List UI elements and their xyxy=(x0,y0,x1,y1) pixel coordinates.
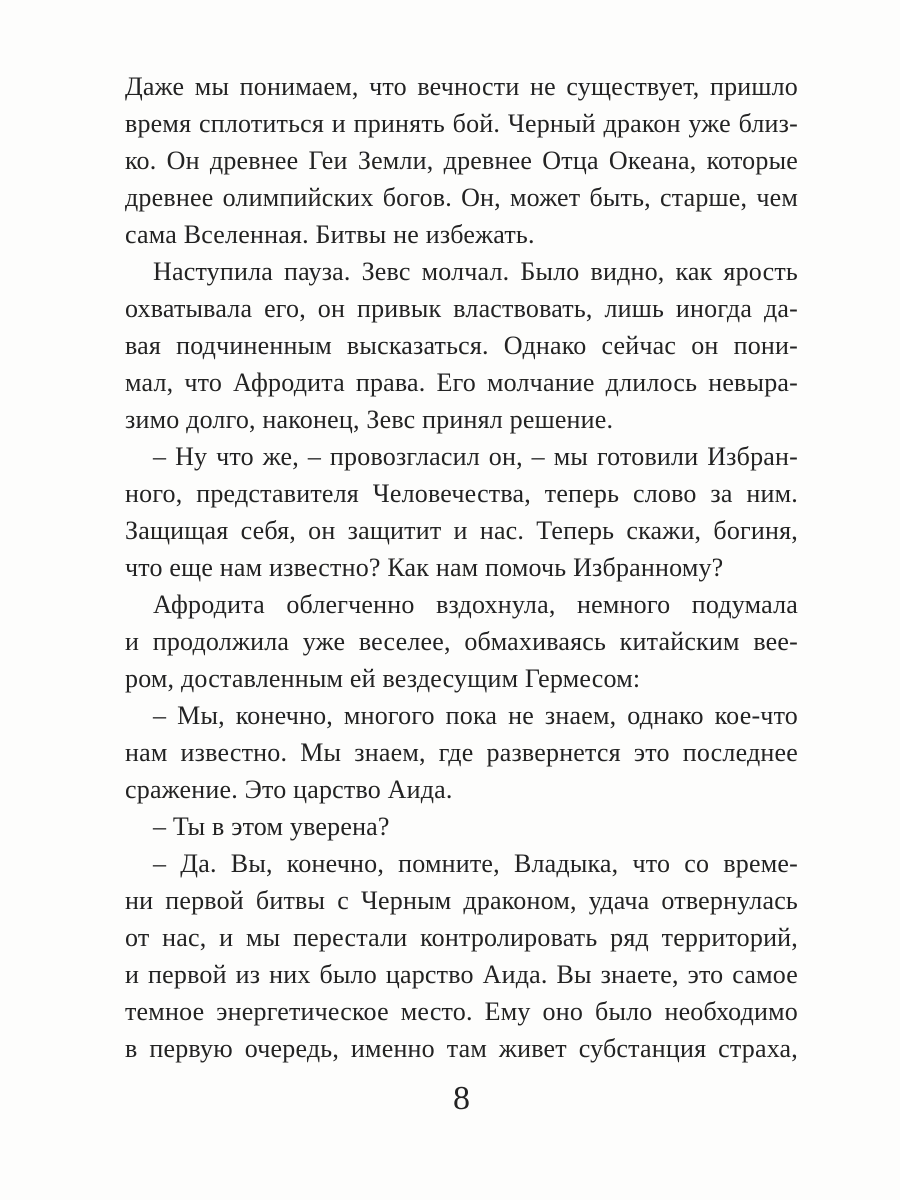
text-line: сражение. Это царство Аида. xyxy=(125,775,453,804)
paragraph xyxy=(125,845,798,1067)
paragraph xyxy=(125,68,798,253)
text-line: вая подчиненным высказаться. Однако сейчас он пони- xyxy=(125,331,798,360)
text-line: Защищая себя, он защитит и нас. Теперь скажи, богиня, xyxy=(125,516,798,545)
text-line: время сплотиться и принять бой. Черный дракон уже близ- xyxy=(125,109,798,138)
text-line: от нас, и мы перестали контролировать ряд территорий, xyxy=(125,923,798,952)
text-line: древнее олимпийских богов. Он, может быть, старше, чем xyxy=(125,183,798,212)
text-line: охватывала его, он привык властвовать, лишь иногда да- xyxy=(125,294,798,323)
paragraph xyxy=(125,438,798,586)
text-line: зимо долго, наконец, Зевс принял решение. xyxy=(125,405,614,434)
text-line: что еще нам известно? Как нам помочь Избранному? xyxy=(125,553,724,582)
text-line: нам известно. Мы знаем, где развернется это последнее xyxy=(125,738,798,767)
text-line: сама Вселенная. Битвы не избежать. xyxy=(125,220,535,249)
text-line: ром, доставленным ей вездесущим Гермесом: xyxy=(125,664,641,693)
text-line: Наступила пауза. Зевс молчал. Было видно, как ярость xyxy=(153,257,798,286)
paragraph xyxy=(125,586,798,697)
text-line: – Ну что же, – провозгласил он, – мы готовили Избран- xyxy=(153,442,798,471)
text-line: мал, что Афродита права. Его молчание длилось невыра- xyxy=(125,368,798,397)
paragraph xyxy=(125,253,798,438)
text-block xyxy=(125,68,798,1067)
text-line: Даже мы понимаем, что вечности не существует, пришло xyxy=(125,72,798,101)
page-number: 8 xyxy=(453,1080,470,1117)
text-line: ко. Он древнее Геи Земли, древнее Отца Океана, которые xyxy=(125,146,798,175)
text-line: – Ты в этом уверена? xyxy=(153,812,390,841)
text-line: ни первой битвы с Черным драконом, удача отвернулась xyxy=(125,886,798,915)
text-line: в первую очередь, именно там живет субстанция страха, xyxy=(125,1034,798,1063)
text-line: ного, представителя Человечества, теперь слово за ним. xyxy=(125,479,798,508)
text-line: – Да. Вы, конечно, помните, Владыка, что со време- xyxy=(153,849,798,878)
text-line: и первой из них было царство Аида. Вы знаете, это самое xyxy=(125,960,798,989)
paragraph xyxy=(125,808,798,845)
text-line: – Мы, конечно, многого пока не знаем, однако кое-что xyxy=(153,701,798,730)
text-line: и продолжила уже веселее, обмахиваясь китайским вее- xyxy=(125,627,798,656)
text-line: Афродита облегченно вздохнула, немного подумала xyxy=(153,590,798,619)
text-line: темное энергетическое место. Ему оно было необходимо xyxy=(125,997,798,1026)
paragraph xyxy=(125,697,798,808)
